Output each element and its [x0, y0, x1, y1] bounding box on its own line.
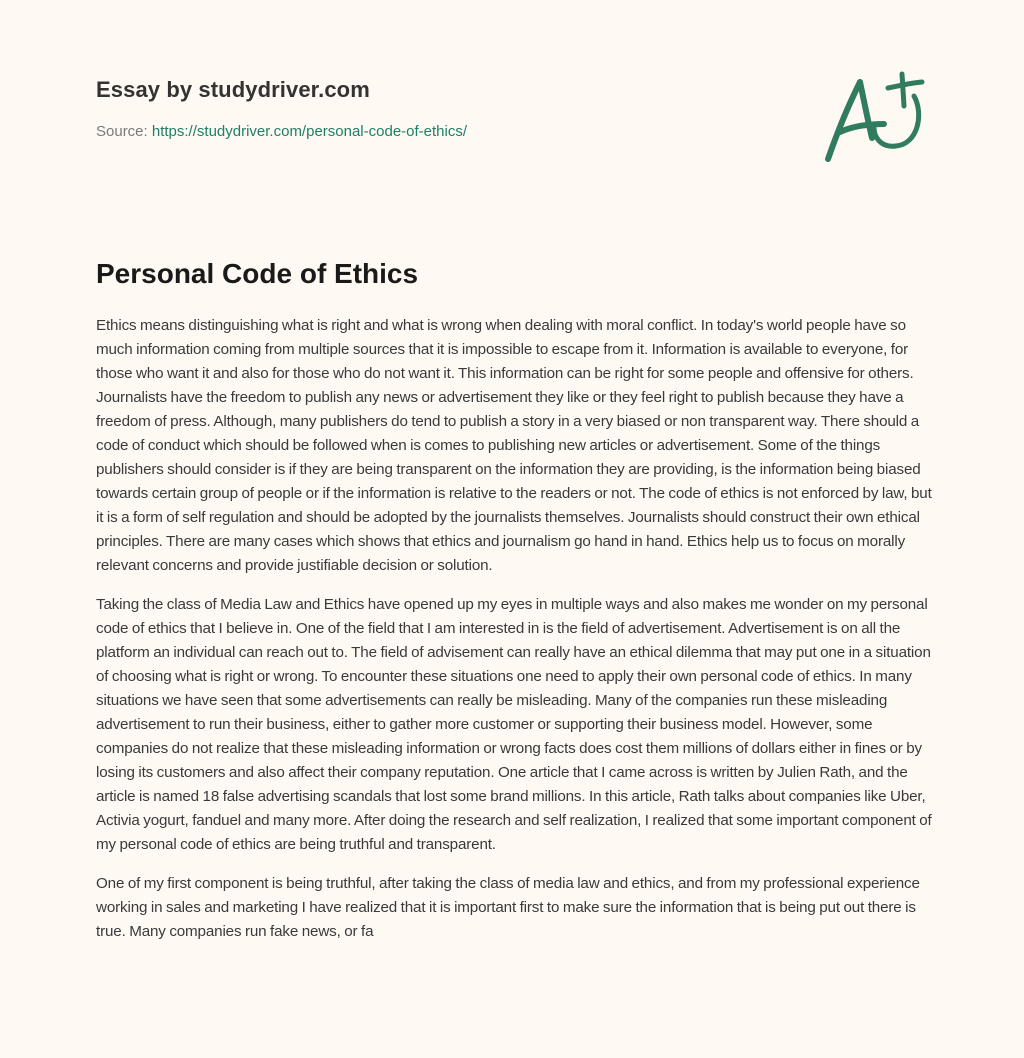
paragraph: Taking the class of Media Law and Ethics have opened up my eyes in multiple ways and also makes me wonder on my personal code of ethics that I believe in. One of the field that I am interested in is the field of advertisement. Advertisement is on all the platform an individual can reach out to. The field of advisement can really have an ethical dilemma that may put one in a situation of choosing what is right or wrong. To encounter these situations one need to apply their own personal code of ethics. In many situations we have seen that some advertisements can really be misleading. Many of the companies run these misleading advertisement to run their business, either to gather more customer or supporting their business model. However, some companies do not realize that these misleading information or wrong facts does cost them millions of dollars either in fines or by losing its customers and also affect their company reputation. One article that I came across is written by Julien Rath, and the article is named 18 false advertising scandals that lost some brand millions. In this article, Rath talks about companies like Uber, Activia yogurt, fanduel and many more. After doing the research and self realization, I realized that some important component of my personal code of ethics are being truthful and transparent.: [96, 596, 932, 853]
page-header: [96, 76, 796, 142]
source-label: Source:: [96, 123, 148, 140]
paragraph: One of my first component is being truthful, after taking the class of media law and ethics, and from my professional experience working in sales and marketing I have realized that it is important first to make sure the information that is being put out there is true. Many companies run fake news, or fa: [96, 875, 920, 940]
paragraph: Ethics means distinguishing what is right and what is wrong when dealing with moral conflict. In today's world people have so much information coming from multiple sources that it is impossible to escape from it. Information is available to everyone, for those who want it and also for those who do not want it. This information can be right for some people and offensive for others. Journalists have the freedom to publish any news or advertisement they like or they feel right to publish because they have a freedom of press. Although, many publishers do tend to publish a story in a very biased or non transparent way. There should a code of conduct which should be followed when is comes to publishing new articles or advertisement. Some of the things publishers should consider is if they are being transparent on the information they are providing, is the information being biased towards certain group of people or if the information is relative to the readers or not. The code of ethics is not enforced by law, but it is a form of self regulation and should be adopted by the journalists themselves. Journalists should construct their own ethical principles. There are many cases which shows that ethics and journalism go hand in hand. Ethics help us to focus on morally relevant concerns and provide justifiable decision or solution.: [96, 317, 932, 574]
source-link[interactable]: https://studydriver.com/personal-code-of-ethics/: [151, 123, 468, 140]
article-title: Personal Code of Ethics: [96, 258, 419, 289]
a-plus-grade-icon: [818, 66, 928, 166]
site-title: Essay by studydriver.com: [96, 77, 370, 102]
article-body: [96, 314, 932, 959]
source-line: [96, 122, 796, 142]
